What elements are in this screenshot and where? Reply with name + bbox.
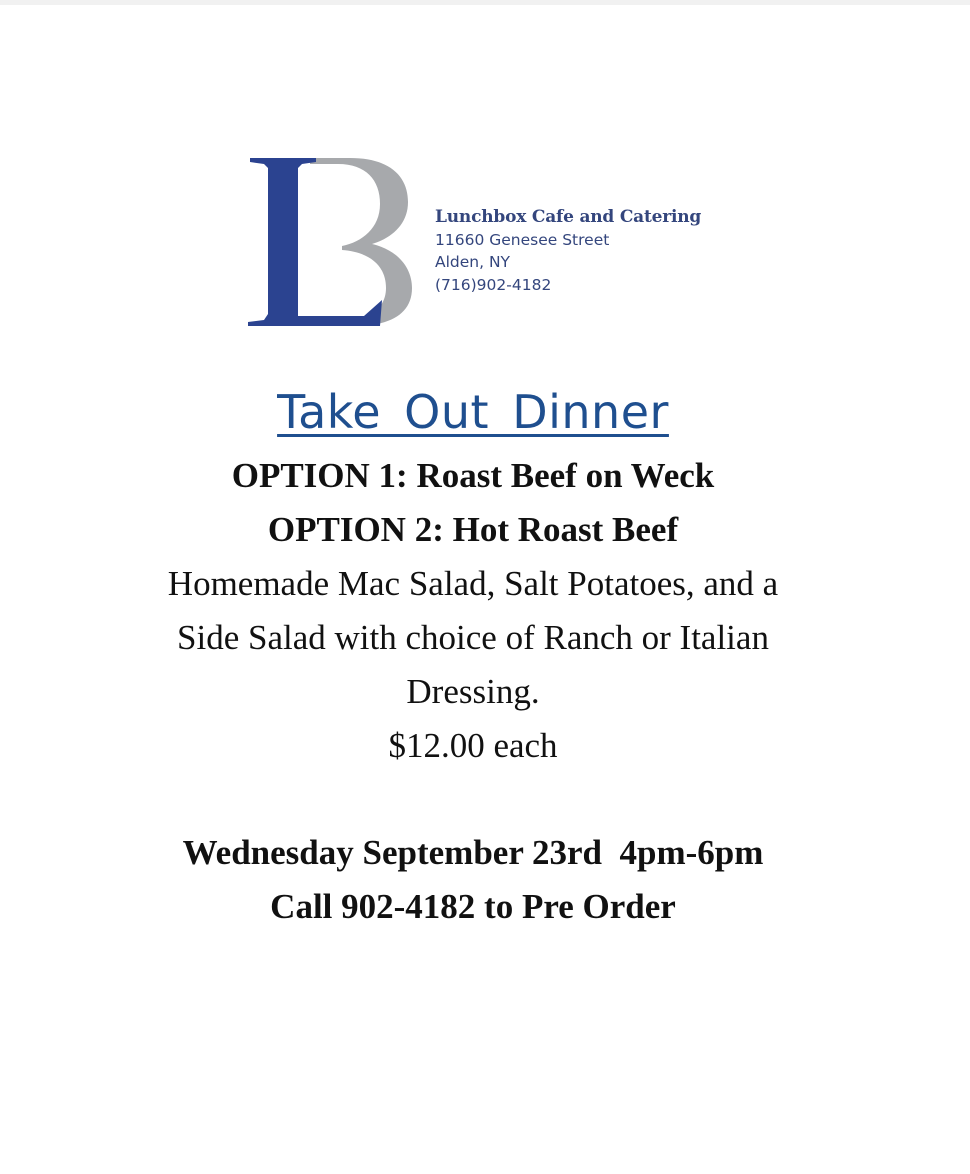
business-city: Alden, NY [435, 253, 511, 271]
date-time: Wednesday September 23rd 4pm-6pm [182, 833, 764, 872]
sides-line-1: Homemade Mac Salad, Salt Potatoes, and a [167, 564, 779, 603]
sides-line-2: Side Salad with choice of Ranch or Italian [177, 618, 769, 657]
price: $12.00 each [388, 726, 558, 765]
flyer-title [0, 384, 946, 440]
business-phone: (716)902-4182 [435, 275, 552, 294]
logo-b-letter [310, 158, 412, 326]
business-name: Lunchbox Cafe and Catering [435, 207, 702, 227]
option-1: OPTION 1: Roast Beef on Weck [231, 456, 715, 495]
flyer-title-text: Take Out Dinner [277, 385, 669, 439]
option-2: OPTION 2: Hot Roast Beef [267, 510, 679, 549]
business-info [435, 206, 701, 296]
business-address: 11660 Genesee Street [435, 230, 610, 249]
call-to-action: Call 902-4182 to Pre Order [270, 887, 676, 926]
sides-line-3: Dressing. [406, 672, 540, 711]
top-edge-strip [0, 0, 970, 5]
lb-monogram-logo-icon [246, 150, 416, 330]
